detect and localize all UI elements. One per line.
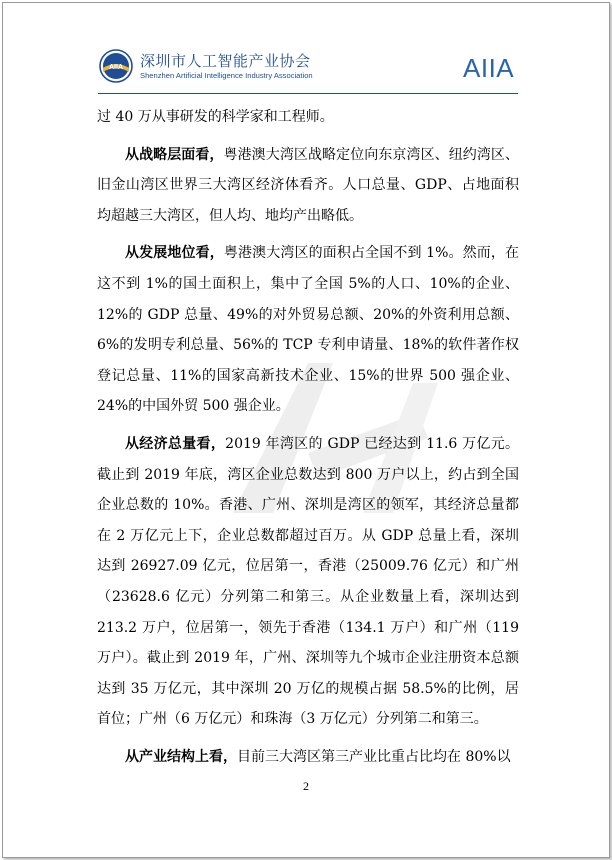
page-header (3, 3, 609, 93)
header-divider (98, 93, 518, 94)
brand-mark: AIIA (463, 53, 515, 83)
paragraph-2-text: 粤港澳大湾区战略定位向东京湾区、纽约湾区、旧金山湾区世界三大湾区经济体看齐。人口总量、GDP、占地面积均超越三大湾区，但人均、地均产出略低。 (97, 146, 520, 224)
paragraph-3-lead: 从发展地位看， (125, 245, 224, 262)
org-name-cn: 深圳市人工智能产业协会 (140, 52, 311, 70)
document-page (2, 2, 610, 858)
paragraph-4 (97, 429, 519, 735)
paragraph-2-lead: 从战略层面看， (125, 146, 224, 163)
paragraph-1-text: 过 40 万从事研发的科学家和工程师。 (97, 109, 334, 125)
paragraph-3 (97, 238, 519, 422)
logo-text: AIIA (109, 64, 123, 71)
org-name-en: Shenzhen Artificial Intelligence Industry Association (140, 71, 313, 80)
paragraph-5-lead: 从产业结构上看， (125, 748, 237, 765)
paragraph-3-text: 粤港澳大湾区的面积占全国不到 1%。然而，在这不到 1%的国土面积上，集中了全国 5%的人口、10%的企业、12%的 GDP 总量、49%的对外贸易总额、20%的外资利用总额、6%的发明专利总量、56%的 TCP 专利申请量、18%的软件著作权登记总量、11%的国家高新技术企业、15%的世界 500 强企业、24%的中国外贸 500 强企业。 (97, 245, 519, 415)
paragraph-4-lead: 从经济总量看， (125, 435, 226, 452)
paragraph-2 (97, 140, 519, 232)
document-body (97, 102, 519, 779)
paragraph-4-text: 2019 年湾区的 GDP 已经达到 11.6 万亿元。截止到 2019 年底，湾区企业总数达到 800 万户以上，约占到全国企业总数的 10%。香港、广州、深圳是湾区的领军，其经济总量都在 2 万亿元上下，企业总数都超过百万。从 GDP 总量上看，深圳达到 26927.09 亿元，位居第一，香港（25009.76 亿元）和广州（23628.6 亿元）分列第二和第三。从企业数量上看，深圳达到 213.2 万户，位居第一，领先于香港（134.1 万户）和广州（119 万户）。截止到 2019 年，广州、深圳等九个城市企业注册资本总额达到 35 万亿元，其中深圳 20 万亿的规模占据 58.5%的比例，居首位；广州（6 万亿元）和珠海（3 万亿元）分列第二和第三。 (97, 435, 519, 728)
paragraph-5 (97, 742, 519, 773)
association-logo-icon (99, 49, 133, 83)
paragraph-1 (97, 102, 519, 133)
paragraph-5-text: 目前三大湾区第三产业比重占比均在 80%以 (237, 748, 511, 765)
page-number: 2 (303, 779, 309, 793)
